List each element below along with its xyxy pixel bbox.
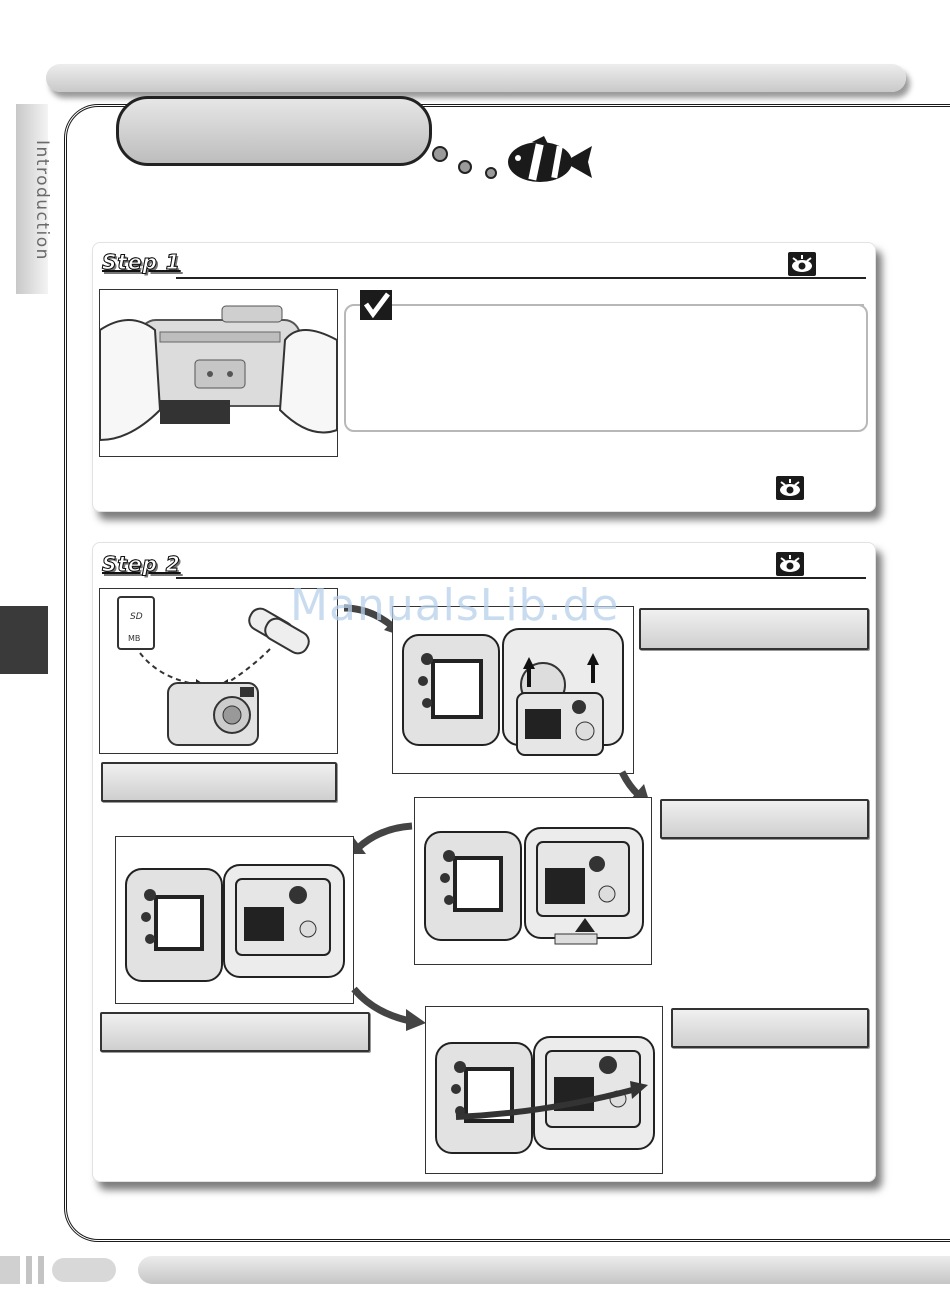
- watermark-text: ManualsLib.de: [290, 580, 620, 631]
- bubble-icon: [432, 146, 448, 162]
- step2-caption-4: [100, 1012, 370, 1052]
- svg-text:SD: SD: [130, 612, 143, 622]
- curved-arrow-icon: [350, 985, 430, 1035]
- housing-close-door-illustration: [425, 1006, 663, 1174]
- housing-open-insert-camera-illustration: [392, 606, 634, 774]
- bubble-icon: [458, 160, 472, 174]
- step2-label: Step 2: [102, 552, 181, 576]
- step2-caption-2: [639, 608, 869, 650]
- checkmark-icon: [360, 290, 392, 320]
- section-label: Introduction: [32, 140, 52, 261]
- step1-rule: [176, 277, 866, 279]
- step1-note-box: [344, 304, 868, 432]
- clownfish-icon: [502, 136, 594, 186]
- housing-camera-seated-illustration: [414, 797, 652, 965]
- note-header-rule: [520, 304, 864, 306]
- step2-caption-3: [660, 799, 869, 839]
- step2-rule: [176, 577, 866, 579]
- step1-housing-photo: [99, 289, 338, 457]
- eye-reference-icon[interactable]: [776, 476, 804, 500]
- step2-caption-1: [101, 762, 337, 802]
- chapter-thumb-tab[interactable]: [0, 606, 48, 674]
- top-header-bar: [46, 64, 906, 92]
- step2-caption-5: [671, 1008, 869, 1048]
- housing-camera-closed-position-illustration: [115, 836, 354, 1004]
- eye-reference-icon[interactable]: [788, 252, 816, 276]
- page-title-pill: [116, 96, 432, 166]
- eye-reference-icon[interactable]: [776, 552, 804, 576]
- bubble-icon: [485, 167, 497, 179]
- step1-label: Step 1: [102, 250, 181, 274]
- bottom-footer-bar: [138, 1256, 950, 1284]
- svg-text:MB: MB: [128, 634, 141, 643]
- bottom-page-tabs: [0, 1256, 120, 1284]
